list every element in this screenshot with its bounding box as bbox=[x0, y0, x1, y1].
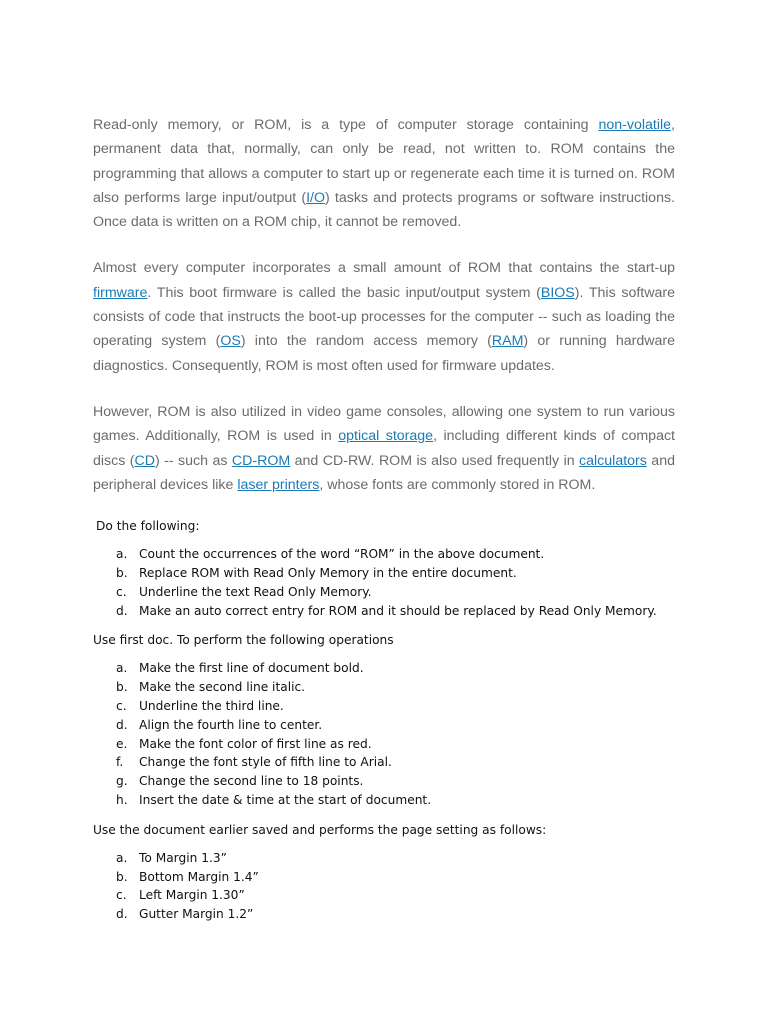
text: ). This software consists of code that instructs the boot-up processes for the computer -- such as loading the operating system ( bbox=[93, 284, 675, 350]
link-os[interactable]: OS bbox=[220, 333, 241, 350]
section-heading-tasks: Do the following: bbox=[96, 519, 200, 534]
list-marker: b. bbox=[116, 680, 128, 695]
list-item bbox=[93, 886, 675, 905]
link-firmware[interactable]: firmware bbox=[93, 284, 148, 301]
list-item bbox=[93, 905, 675, 924]
list-item-text: Change the second line to 18 points. bbox=[139, 774, 364, 789]
list-item bbox=[93, 697, 675, 716]
list-marker: b. bbox=[116, 869, 128, 884]
list-marker: d. bbox=[116, 907, 128, 922]
list-item bbox=[93, 602, 675, 621]
text: , including different kinds of compact discs ( bbox=[93, 428, 675, 469]
list-item bbox=[93, 849, 675, 868]
list-item bbox=[93, 564, 675, 583]
paragraph-rom-firmware bbox=[93, 256, 675, 377]
text: , permanent data that, normally, can only be read, not written to. ROM contains the programming that allows a computer to start up or regenerate each time it is turned on. ROM also performs large input/output ( bbox=[93, 117, 675, 206]
list-item-text: Replace ROM with Read Only Memory in the entire document. bbox=[139, 565, 517, 580]
list-marker: c. bbox=[116, 888, 127, 903]
list-item-text: Change the font style of fifth line to Arial. bbox=[139, 755, 392, 770]
document-page bbox=[93, 113, 675, 935]
section-heading-operations: Use first doc. To perform the following operations bbox=[93, 633, 394, 648]
list-item-text: Bottom Margin 1.4” bbox=[139, 869, 259, 884]
list-item-text: Align the fourth line to center. bbox=[139, 717, 323, 732]
section-heading-page-setting: Use the document earlier saved and performs the page setting as follows: bbox=[93, 822, 547, 837]
list-item-text: Make the font color of first line as red. bbox=[139, 736, 372, 751]
paragraph-rom-definition bbox=[93, 113, 675, 234]
link-calculators[interactable]: calculators bbox=[579, 452, 647, 469]
list-marker: d. bbox=[116, 717, 128, 732]
text: . This boot firmware is called the basic input/output system ( bbox=[147, 284, 541, 301]
list-item-text: Make the first line of document bold. bbox=[139, 661, 364, 676]
list-item-text: Make the second line italic. bbox=[139, 680, 306, 695]
task-list-2 bbox=[93, 659, 675, 809]
paragraph-rom-uses bbox=[93, 400, 675, 497]
text: and peripheral devices like bbox=[93, 452, 675, 493]
text: Read-only memory, or ROM, is a type of computer storage containing bbox=[93, 117, 599, 133]
task-list-3 bbox=[93, 849, 675, 924]
text: ) tasks and protects programs or software instructions. Once data is written on a ROM chip, it cannot be removed. bbox=[93, 189, 675, 231]
list-item bbox=[93, 735, 675, 754]
text: ) or running hardware diagnostics. Consequently, ROM is most often used for firmware updates. bbox=[93, 333, 675, 374]
text: ) -- such as bbox=[155, 452, 232, 469]
list-marker: c. bbox=[116, 698, 127, 713]
list-item bbox=[93, 659, 675, 678]
link-io[interactable]: I/O bbox=[306, 189, 326, 206]
list-item-text: Insert the date & time at the start of document. bbox=[139, 792, 432, 807]
list-item-text: Left Margin 1.30” bbox=[139, 888, 245, 903]
list-marker: g. bbox=[116, 774, 128, 789]
task-list-1 bbox=[93, 545, 675, 620]
list-item-text: Gutter Margin 1.2” bbox=[139, 907, 254, 922]
list-item bbox=[93, 678, 675, 697]
text: However, ROM is also utilized in video game consoles, allowing one system to run various games. Additionally, ROM is used in bbox=[93, 403, 675, 445]
list-marker: d. bbox=[116, 603, 128, 618]
list-item-text: To Margin 1.3” bbox=[139, 850, 227, 865]
list-item-text: Count the occurrences of the word “ROM” in the above document. bbox=[139, 547, 545, 562]
link-bios[interactable]: BIOS bbox=[540, 284, 575, 301]
list-marker: c. bbox=[116, 584, 127, 599]
text: ) into the random access memory ( bbox=[240, 333, 492, 350]
list-item bbox=[93, 868, 675, 887]
link-optical-storage[interactable]: optical storage bbox=[338, 428, 434, 445]
text: Almost every computer incorporates a small amount of ROM that contains the start-up bbox=[93, 260, 675, 277]
list-item bbox=[93, 545, 675, 564]
list-marker: h. bbox=[116, 792, 128, 807]
list-marker: b. bbox=[116, 565, 128, 580]
list-marker: a. bbox=[116, 547, 128, 562]
text: , whose fonts are commonly stored in ROM. bbox=[319, 476, 596, 493]
link-cd[interactable]: CD bbox=[134, 452, 155, 469]
text: and CD-RW. ROM is also used frequently in bbox=[290, 452, 580, 469]
list-item bbox=[93, 753, 675, 772]
list-marker: a. bbox=[116, 850, 128, 865]
list-item bbox=[93, 791, 675, 810]
list-item-text: Underline the third line. bbox=[139, 698, 284, 713]
list-marker: a. bbox=[116, 661, 128, 676]
list-item bbox=[93, 716, 675, 735]
list-item-text: Underline the text Read Only Memory. bbox=[139, 584, 372, 599]
link-ram[interactable]: RAM bbox=[491, 333, 524, 350]
list-item bbox=[93, 583, 675, 602]
list-marker: e. bbox=[116, 736, 128, 751]
list-item bbox=[93, 772, 675, 791]
link-laser-printers[interactable]: laser printers bbox=[237, 476, 320, 493]
list-item-text: Make an auto correct entry for ROM and it should be replaced by Read Only Memory. bbox=[139, 603, 657, 618]
list-marker: f. bbox=[116, 755, 124, 770]
link-cd-rom[interactable]: CD-ROM bbox=[231, 452, 291, 469]
link-non-volatile[interactable]: non-volatile bbox=[598, 117, 672, 133]
